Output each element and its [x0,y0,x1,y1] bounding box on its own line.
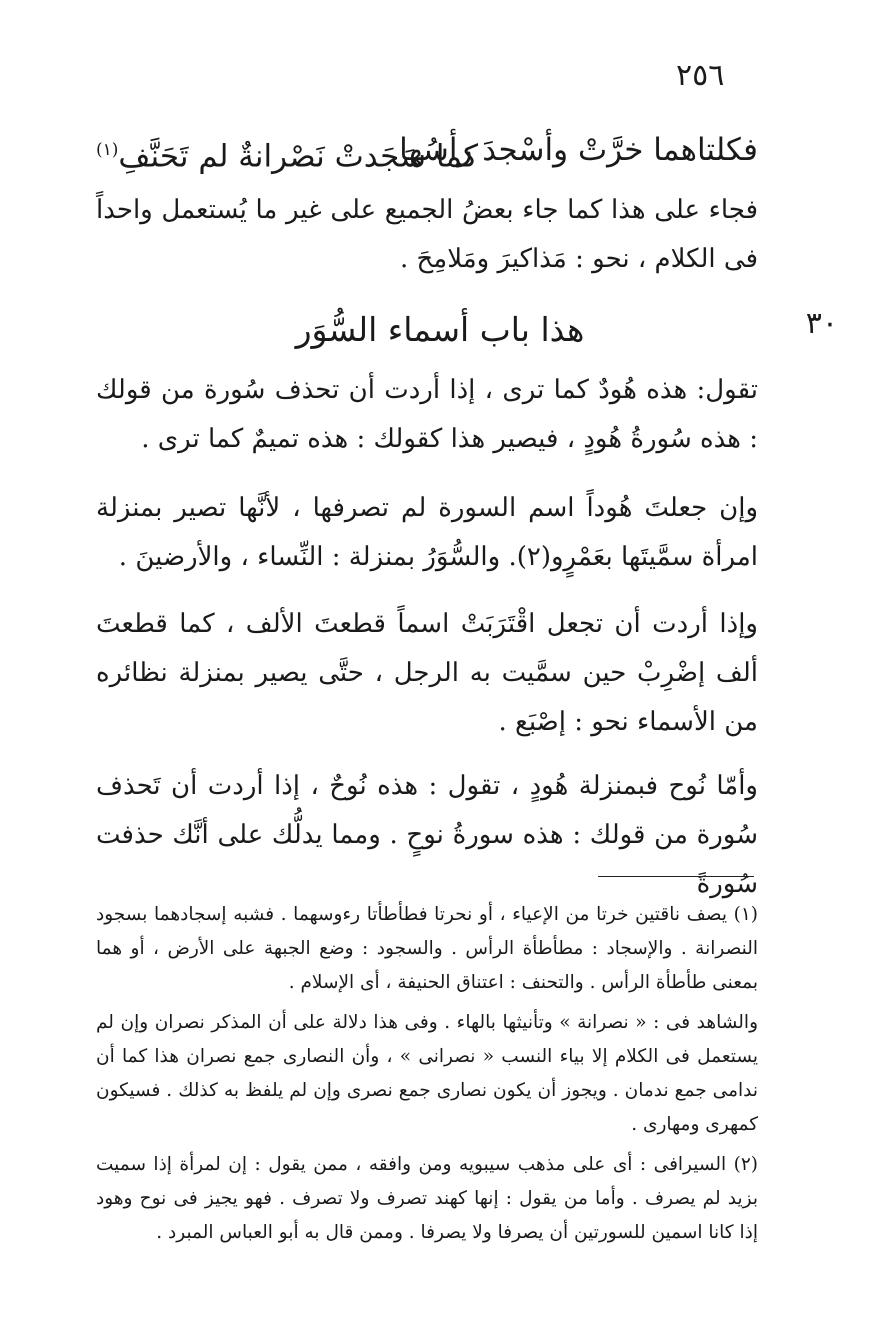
verse-first-hemistich-text: فكلتاهما خرَّتْ وأسْجدَ رأسُها [399,132,758,168]
verse-second-hemistich-text: كما سَجَدتْ نَصْرانةٌ لم تَحَنَّفِ [118,138,479,175]
page-number: ٢٥٦ [676,58,725,93]
footnote-separator [598,876,754,877]
poetry-verse [96,124,758,176]
paragraph-3 [96,600,758,747]
paragraph-text: وأمّا نُوح فبمنزلة هُودٍ ، تقول : هذه نُوحٌ ، إذا أردت أن تَحذف سُورة من قولك : هذه سورةُ نوحٍ . ومما يدلُّك على أنَّك حذفت سُورةً [96,771,758,899]
chapter-heading: هذا باب أسماء السُّوَر [295,310,585,349]
footnote-1-continued: والشاهد فى : « نصرانة » وتأنيثها بالهاء . وفى هذا دلالة على أن المذكر نصران وإن لم يستعمل فى الكلام إلا بياء النسب « نصرانى » ، وأن النصارى جمع نصران هذا كما أن ندامى جمع ندمان . ويجوز أن يكون نصارى جمع نصرى وإن لم يلفظ به كذلك . فسيكون كمهرى ومهارى . [96,1012,758,1135]
paragraph-text: تقول: هذه هُودٌ كما ترى ، إذا أردت أن تحذف سُورة من قولك : هذه سُورةُ هُودٍ ، فيصير هذا كقولك : هذه تميمٌ كما ترى . [96,375,758,454]
margin-line-number: ٣٠ [805,306,838,341]
paragraph-4 [96,762,758,909]
footnote-1: (١) يصف ناقتين خرتا من الإعياء ، أو نحرتا فطأطأتا رءوسهما . فشبه إسجادهما بسجود النصرانة . والإسجاد : مطأطأة الرأس . والسجود : وضع الجبهة على الأرض ، أو هما بمعنى طأطأة الرأس . والتحنف : اعتناق الحنيفة ، أى الإسلام . [96,904,758,993]
paragraph-text: وإذا أردت أن تجعل اقْتَرَبَتْ اسماً قطعتَ الألف ، كما قطعتَ ألف إضْرِبْ حين سمَّيت به الرجل ، حتَّى يصير بمنزلة نظائره من الأسماء نحو : إصْبَع . [96,609,758,737]
paragraph-text: فجاء على هذا كما جاء بعضُ الجميع على غير ما يُستعمل واحداً فى الكلام ، نحو : مَذاكيرَ ومَلامِحَ . [96,195,758,274]
footnotes [96,898,758,1256]
paragraph-2 [96,484,758,582]
verse-second-hemistich [96,124,478,182]
footnote-marker-1: (١) [96,140,119,160]
paragraph-text: وإن جعلتَ هُوداً اسم السورة لم تصرفها ، لأنَّها تصير بمنزلة امرأة سمَّيتَها بعَمْرٍو(٢). والسُّوَرُ بمنزلة : النِّساء ، والأرضينَ . [96,493,758,572]
paragraph-1 [96,366,758,464]
footnote-2: (٢) السيرافى : أى على مذهب سيبويه ومن وافقه ، ممن يقول : إن لمرأة إذا سميت بزيد لم يصرف . وأما من يقول : إنها كهند تصرف ولا تصرف . فهو يجيز فى نوح وهود إذا كانا اسمين للسورتين أن يصرفا ولا يصرفا . وممن قال به أبو العباس المبرد . [96,1154,758,1243]
paragraph-after-verse [96,186,758,284]
